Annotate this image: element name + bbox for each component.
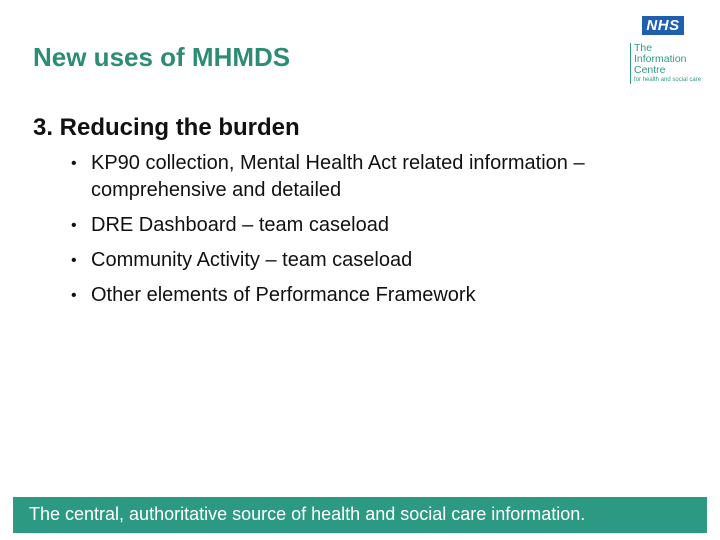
logo-tagline: for health and social care [634,77,702,83]
bullet-icon: • [71,287,77,304]
footer-text: The central, authoritative source of health and social care information. [29,504,586,524]
information-centre-wordmark [630,43,701,84]
bullet-text: Other elements of Performance Framework [91,284,476,306]
bullet-text: KP90 collection, Mental Health Act related information – comprehensive and detailed [91,152,585,201]
bullet-item [71,282,701,309]
bullet-item [71,247,701,274]
slide-title: New uses of MHMDS [33,42,291,72]
nhs-logo: NHS [642,16,684,35]
logo-line: The [634,42,653,54]
bullet-icon: • [71,155,77,172]
logo-line: Centre [634,64,666,76]
bullet-list [71,150,701,317]
bullet-icon: • [71,217,77,234]
logo-line: Information [634,53,687,65]
bullet-text: DRE Dashboard – team caseload [91,214,389,236]
bullet-icon: • [71,252,77,269]
bullet-item [71,212,701,239]
bullet-text: Community Activity – team caseload [91,249,413,271]
bullet-item [71,150,701,204]
section-heading: 3. Reducing the burden [33,114,300,141]
information-centre-logo [630,16,702,94]
footer-banner [13,497,707,533]
